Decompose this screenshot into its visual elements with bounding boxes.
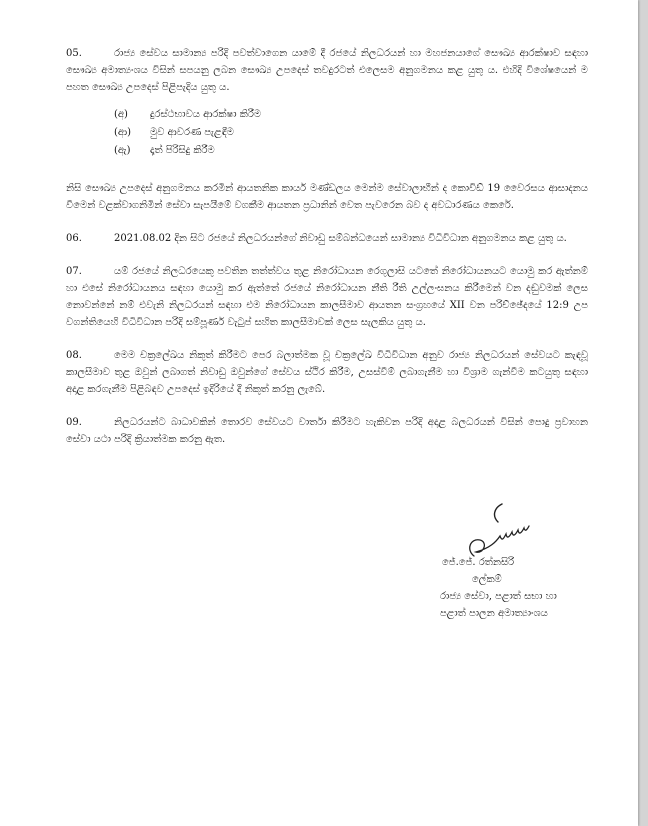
signatory-title: ලේකම් bbox=[472, 574, 502, 585]
document-body bbox=[66, 45, 588, 464]
signature-text bbox=[440, 554, 600, 622]
list-item-text: දුරස්ථභාවය ආරක්ෂා කිරීම bbox=[150, 109, 262, 120]
signatory-name: ජේ.ජේ. රත්නසිරි bbox=[442, 557, 515, 568]
paragraph-text: නිසි සෞඛ්‍ය උපදෙස් අනුගමනය කරමින් ආයතනික කාර්ය මණ්ඩලය මෙන්ම සේවාලාභීන් ද කොවිඩ් 19 වෛරසය ආසාදනය වීමෙන් වළක්වාගනිමින් සේවා සැපයීමේ වගකීම ආයතන ප්‍රධානින් වෙත පැවරෙන බව ද අවධාරණය කෙරේ. bbox=[66, 183, 588, 211]
paragraph-06 bbox=[66, 230, 588, 247]
paragraph-text: රාජ්‍ය සේවය සාමාන්‍ය පරිදි පවත්වාගෙන යාමේ දී රජයේ නිලධරයන් හා මහජනයාගේ සෞඛ්‍ය ආරක්ෂාව සඳහා සෞඛ්‍ය අමාත්‍යංශය විසින් සපයනු ලබන සෞඛ්‍ය උපදෙස් තවදුරටත් එලෙසම අනුගමනය කළ යුතු ය. එහිදි විශේෂයෙන් ම පහත සෞඛ්‍ය උපදෙස් පිළිපැදිය යුතු ය. bbox=[66, 48, 588, 93]
list-item-text: මුව ආවරණ පැළඳීම bbox=[150, 127, 234, 138]
list-item-label: (ඇ) bbox=[114, 145, 131, 156]
handwritten-signature-icon bbox=[444, 498, 534, 558]
paragraph-number: 06. bbox=[66, 233, 82, 244]
paragraph-09 bbox=[66, 414, 588, 448]
health-guidelines-list bbox=[66, 106, 588, 160]
paragraph-05 bbox=[66, 45, 588, 96]
paragraph-text: මෙම චක්‍රලේඛය නිකුත් කිරීමට පෙර බලාත්මක වූ චක්‍රලේඛ විධිවිධාන අනුව රාජ්‍ය නිලධරයන් සේවයට කැඳවූ කාලසීමාව තුළ ඔවුන් ලබාගත් නිවාඩු ඔවුන්ගේ සේවය ස්ථිර කිරීම, උසස්වීම් ලබාගැනීම හා විශ්‍රාම ගැන්වීම කටයුතු සඳහා අදාළ කරගැනීම පිළිබඳව උපදෙස් ඉදිරියේ දී නිකුත් කරනු ලැබේ. bbox=[66, 350, 588, 395]
paragraph-05-continued bbox=[66, 180, 588, 214]
paragraph-number: 09. bbox=[66, 417, 82, 428]
list-item-text: දෑත් පිරිසිදු කිරීම bbox=[150, 145, 215, 156]
paragraph-text: යම් රජයේ නිලධරයෙකු පවතින තත්ත්වය තුළ නිරෝධායන රෙගුලාසි යටතේ නිරෝධායනයට යොමු කර ඇත්නම් හා එසේ නිරෝධායනය සඳහා යොමු කර ඇත්තේ රජයේ නිරෝධායන නීති රීති උල්ලංඝනය කිරීමෙන් වන දඬුවමක් ලෙස නොවන්නේ නම් එවැනි නිලධරයන් සඳහා එම නිරෝධායන කාලසීමාව ආයතන සංග්‍රහයේ XII වන පරිච්ඡේදයේ 12:9 උප වගන්තියෙහි විධිවිධාන පරිදි සම්පූර්ණ වැටුප් සහිත කාලසීමාවක් ලෙස සැලකිය යුතු ය. bbox=[66, 266, 588, 328]
list-item-label: (ආ) bbox=[114, 127, 132, 138]
paragraph-07 bbox=[66, 263, 588, 331]
paragraph-text: නිලධරයන්ට බාධාවකින් තොරව සේවයට වාර්තා කිරීමට හැකිවන පරිදි අදාළ බලධරයන් විසින් පොදු ප්‍රවාහන සේවා යථා පරිදි ක්‍රියාත්මක කරනු ඇත. bbox=[66, 417, 588, 445]
list-item-label: (අ) bbox=[114, 109, 128, 120]
paragraph-number: 05. bbox=[66, 48, 82, 59]
paragraph-08 bbox=[66, 347, 588, 398]
paragraph-text: 2021.08.02 දින සිට රජයේ නිලධරයන්ගේ නිවාඩු සම්බන්ධයෙන් සාමාන්‍ය විධිවිධාන අනුගමනය කළ යුතු ය. bbox=[114, 233, 567, 244]
paragraph-number: 08. bbox=[66, 350, 82, 361]
list-item bbox=[114, 124, 588, 142]
paragraph-number: 07. bbox=[66, 266, 82, 277]
list-item bbox=[114, 142, 588, 160]
ministry-line-1: රාජ්‍ය සේවා, පළාත් සභා හා bbox=[440, 591, 557, 602]
list-item bbox=[114, 106, 588, 124]
ministry-line-2: පළාත් පාලන අමාත්‍යාංශය bbox=[440, 608, 548, 619]
